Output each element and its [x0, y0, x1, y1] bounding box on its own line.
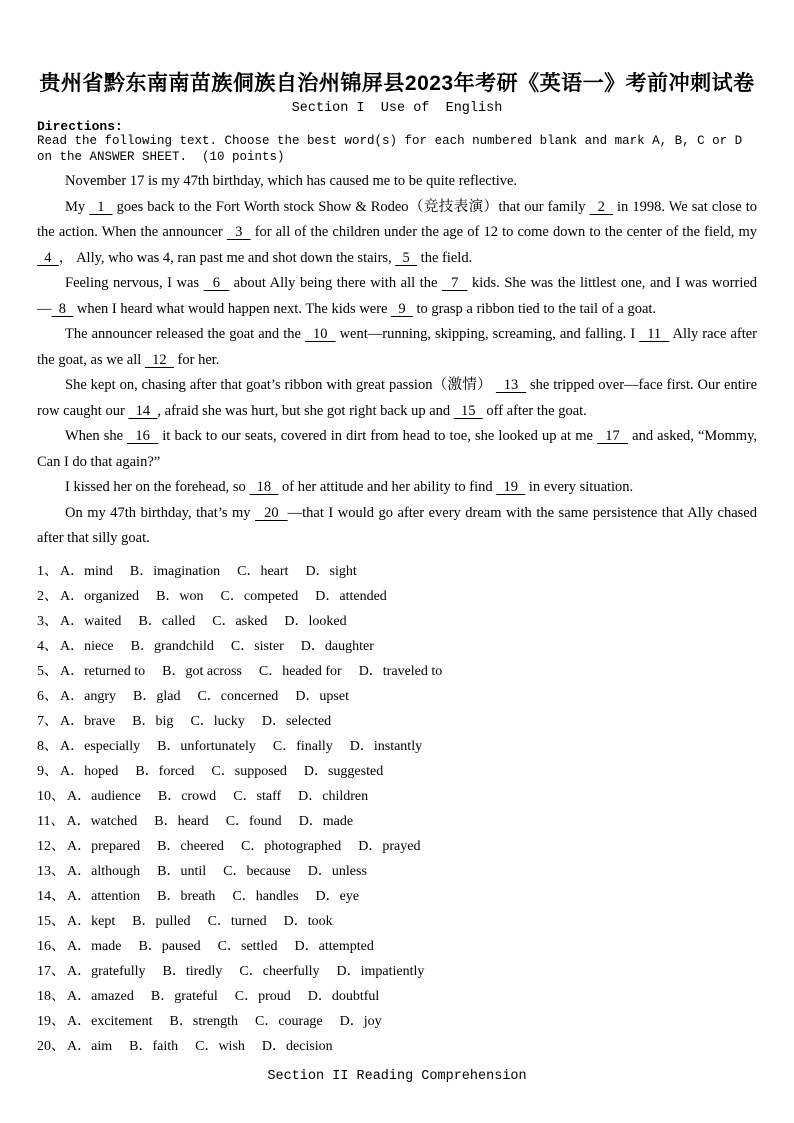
- question-number: 19、: [37, 1013, 65, 1029]
- cloze-blank-20: 20: [255, 504, 288, 521]
- cloze-blank-14: 14: [128, 402, 158, 419]
- option-3-A: A．waited: [60, 613, 122, 629]
- passage-paragraph: She kept on, chasing after that goat’s ribbon with great passion（激情） 13 she tripped over—face first. Our entire row caught our 14 , afraid she was hurt, but she got right back up and 15 off after the goat.: [37, 377, 758, 419]
- option-11-D: D．made: [298, 813, 354, 829]
- passage-paragraph: November 17 is my 47th birthday, which has caused me to be quite reflective.: [65, 173, 518, 189]
- option-12-C: C．photographed: [240, 838, 342, 854]
- question-row-16: [37, 934, 757, 959]
- question-row-12: [37, 834, 757, 859]
- cloze-blank-6: 6: [203, 275, 230, 291]
- question-number: 10、: [37, 788, 65, 804]
- question-row-14: [37, 884, 757, 909]
- cloze-blank-10: 10: [304, 326, 336, 342]
- question-row-3: [37, 609, 757, 634]
- question-row-10: [37, 784, 757, 809]
- option-2-C: C．competed: [220, 588, 299, 604]
- option-17-A: A．gratefully: [67, 963, 146, 979]
- cloze-blank-16: 16: [127, 428, 159, 444]
- option-9-A: A．hoped: [60, 763, 119, 779]
- question-row-8: [37, 734, 757, 759]
- option-15-A: A．kept: [67, 913, 116, 929]
- option-7-D: D．selected: [261, 713, 332, 729]
- option-20-C: C．wish: [195, 1038, 245, 1054]
- option-13-A: A．although: [67, 863, 141, 879]
- question-list: [37, 559, 757, 1059]
- passage-paragraph: My 1 goes back to the Fort Worth stock Show & Rodeo（竞技表演）that our family 2 in 1998. We sat close to the action. When the announcer 3 for all of the children under the age of 12 to come down to the center of the field, my 4 ， Ally, who was 4, ran past me and shot down the stairs, 5 the field.: [37, 198, 757, 266]
- option-19-A: A．excitement: [67, 1013, 153, 1029]
- cloze-blank-17: 17: [597, 428, 629, 444]
- question-row-11: [37, 809, 757, 834]
- passage-paragraph: Feeling nervous, I was 6 about Ally being there with all the 7 kids. She was the littlest one, and I was worried— 8 when I heard what would happen next. The kids were 9 to grasp a ribbon tied to the tail of a goat.: [37, 275, 758, 317]
- option-11-B: B．heard: [154, 813, 209, 829]
- option-7-B: B．big: [132, 713, 174, 729]
- option-2-D: D．attended: [315, 588, 387, 604]
- question-number: 1、: [37, 563, 58, 579]
- option-13-C: C．because: [223, 863, 291, 879]
- question-row-6: [37, 684, 757, 709]
- question-number: 13、: [37, 863, 65, 879]
- option-3-C: C．asked: [212, 613, 268, 629]
- option-11-A: A．watched: [66, 813, 138, 829]
- question-number: 3、: [37, 613, 58, 629]
- cloze-blank-11: 11: [639, 326, 670, 342]
- question-row-9: [37, 759, 757, 784]
- question-number: 9、: [37, 763, 58, 779]
- directions-text: Read the following text. Choose the best word(s) for each numbered blank and mark A, B, C or D on the ANSWER SHEET. (10 points): [37, 134, 750, 164]
- cloze-blank-9: 9: [391, 300, 413, 317]
- passage-paragraph: The announcer released the goat and the 10 went—running, skipping, screaming, and falling. I 11 Ally race after the goat, as we all 12 for her.: [37, 326, 757, 368]
- option-4-C: C．sister: [230, 638, 284, 654]
- option-15-B: B．pulled: [132, 913, 191, 929]
- option-20-D: D．decision: [261, 1038, 333, 1054]
- cloze-blank-2: 2: [589, 198, 613, 215]
- cloze-blank-5: 5: [395, 249, 418, 266]
- option-20-B: B．faith: [129, 1038, 179, 1054]
- option-4-D: D．daughter: [300, 638, 374, 654]
- cloze-blank-3: 3: [226, 224, 251, 240]
- option-10-B: B．crowd: [157, 788, 217, 804]
- question-row-13: [37, 859, 757, 884]
- option-8-A: A．especially: [60, 738, 141, 754]
- option-16-D: D．attempted: [294, 938, 374, 954]
- option-5-A: A．returned to: [60, 663, 146, 679]
- passage-paragraph: I kissed her on the forehead, so 18 of her attitude and her ability to find 19 in every situation.: [65, 479, 634, 495]
- option-8-C: C．finally: [272, 738, 333, 754]
- option-14-C: C．handles: [232, 888, 299, 904]
- question-row-19: [37, 1009, 757, 1034]
- option-18-C: C．proud: [234, 988, 291, 1004]
- option-6-D: D．upset: [295, 688, 349, 704]
- option-14-A: A．attention: [67, 888, 141, 904]
- cloze-blank-8: 8: [51, 300, 74, 317]
- question-row-15: [37, 909, 757, 934]
- option-15-C: C．turned: [207, 913, 267, 929]
- question-row-5: [37, 659, 757, 684]
- section1-heading: Section I Use of English: [291, 101, 503, 116]
- option-16-B: B．paused: [138, 938, 201, 954]
- option-7-A: A．brave: [60, 713, 116, 729]
- option-4-B: B．grandchild: [130, 638, 214, 654]
- option-16-A: A．made: [67, 938, 122, 954]
- option-8-B: B．unfortunately: [157, 738, 256, 754]
- option-6-B: B．glad: [133, 688, 181, 704]
- option-12-B: B．cheered: [157, 838, 224, 854]
- question-number: 5、: [37, 663, 58, 679]
- option-1-C: C．heart: [237, 563, 289, 579]
- option-5-B: B．got across: [162, 663, 242, 679]
- option-2-A: A．organized: [60, 588, 140, 604]
- question-number: 7、: [37, 713, 58, 729]
- question-number: 20、: [37, 1038, 65, 1054]
- option-19-D: D．joy: [339, 1013, 382, 1029]
- cloze-blank-15: 15: [453, 402, 483, 419]
- option-2-B: B．won: [156, 588, 204, 604]
- option-13-D: D．unless: [307, 863, 367, 879]
- option-19-B: B．strength: [169, 1013, 238, 1029]
- option-12-A: A．prepared: [67, 838, 141, 854]
- section2-heading: Section II Reading Comprehension: [267, 1068, 527, 1084]
- option-10-A: A．audience: [67, 788, 141, 804]
- option-1-D: D．sight: [305, 563, 357, 579]
- option-17-D: D．impatiently: [336, 963, 425, 979]
- exam-title: 贵州省黔东南南苗族侗族自治州锦屏县2023年考研《英语一》考前冲刺试卷: [39, 72, 755, 95]
- directions-label: Directions:: [37, 119, 123, 134]
- question-row-4: [37, 634, 757, 659]
- cloze-blank-13: 13: [495, 377, 527, 393]
- option-3-D: D．looked: [284, 613, 347, 629]
- cloze-blank-19: 19: [496, 479, 526, 495]
- option-19-C: C．courage: [254, 1013, 323, 1029]
- cloze-blank-1: 1: [89, 198, 113, 215]
- question-number: 11、: [37, 813, 65, 829]
- option-7-C: C．lucky: [190, 713, 245, 729]
- question-number: 8、: [37, 738, 58, 754]
- question-number: 17、: [37, 963, 65, 979]
- option-18-B: B．grateful: [150, 988, 218, 1004]
- question-row-17: [37, 959, 757, 984]
- passage-paragraph: When she 16 it back to our seats, covered in dirt from head to toe, she looked up at me 17 and asked, “Mommy, Can I do that again?”: [37, 428, 758, 470]
- cloze-blank-7: 7: [441, 275, 468, 291]
- option-6-C: C．concerned: [197, 688, 279, 704]
- question-number: 14、: [37, 888, 65, 904]
- question-number: 18、: [37, 988, 65, 1004]
- question-row-20: [37, 1034, 757, 1059]
- cloze-blank-4: 4: [37, 249, 59, 266]
- question-row-1: [37, 559, 757, 584]
- option-5-C: C．headed for: [258, 663, 342, 679]
- option-18-A: A．amazed: [67, 988, 134, 1004]
- option-11-C: C．found: [225, 813, 282, 829]
- option-20-A: A．aim: [67, 1038, 113, 1054]
- option-3-B: B．called: [138, 613, 196, 629]
- question-number: 6、: [37, 688, 58, 704]
- question-row-7: [37, 709, 757, 734]
- option-17-B: B．tiredly: [162, 963, 223, 979]
- passage-paragraph: On my 47th birthday, that’s my 20 —that I would go after every dream with the same persistence that Ally chased after that silly goat.: [37, 504, 757, 546]
- option-14-B: B．breath: [157, 888, 216, 904]
- question-row-2: [37, 584, 757, 609]
- option-1-B: B．imagination: [129, 563, 221, 579]
- option-1-A: A．mind: [60, 563, 113, 579]
- cloze-passage: [37, 169, 757, 552]
- option-14-D: D．eye: [315, 888, 360, 904]
- option-6-A: A．angry: [60, 688, 116, 704]
- option-8-D: D．instantly: [349, 738, 423, 754]
- option-16-C: C．settled: [217, 938, 278, 954]
- question-number: 4、: [37, 638, 58, 654]
- question-number: 16、: [37, 938, 65, 954]
- option-10-D: D．children: [298, 788, 369, 804]
- option-18-D: D．doubtful: [307, 988, 380, 1004]
- option-9-C: C．supposed: [211, 763, 287, 779]
- option-4-A: A．niece: [60, 638, 114, 654]
- option-12-D: D．prayed: [358, 838, 421, 854]
- option-5-D: D．traveled to: [358, 663, 443, 679]
- cloze-blank-18: 18: [249, 479, 279, 495]
- option-15-D: D．took: [283, 913, 333, 929]
- option-9-D: D．suggested: [303, 763, 384, 779]
- question-number: 2、: [37, 588, 58, 604]
- option-13-B: B．until: [157, 863, 207, 879]
- option-10-C: C．staff: [233, 788, 282, 804]
- question-number: 15、: [37, 913, 65, 929]
- question-number: 12、: [37, 838, 65, 854]
- option-9-B: B．forced: [135, 763, 195, 779]
- question-row-18: [37, 984, 757, 1009]
- option-17-C: C．cheerfully: [239, 963, 320, 979]
- cloze-blank-12: 12: [144, 351, 174, 368]
